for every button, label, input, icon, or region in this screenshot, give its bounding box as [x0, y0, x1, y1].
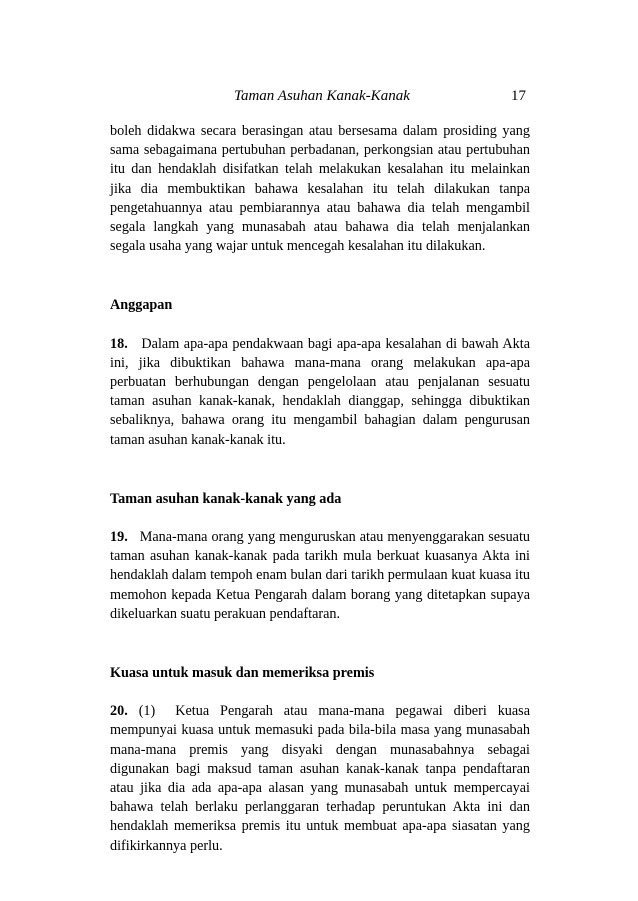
- spacer: [110, 256, 530, 296]
- spacer: [110, 509, 530, 528]
- spacer: [110, 316, 530, 335]
- section-heading-anggapan: Anggapan: [110, 297, 173, 314]
- section-19-paragraph: [110, 528, 530, 624]
- section-text: Dalam apa-apa pendakwaan bagi apa-apa kesalahan di bawah Akta ini, jika dibuktikan bahawa mana-mana orang melakukan apa-apa perbuatan berhubungan dengan pengelolaan atau penjalanan sesuatu taman asuhan kanak-kanak, hendaklah dianggap, sehingga dibuktikan sebaliknya, bahawa orang itu mengambil bahagian dalam pengurusan taman asuhan kanak-kanak itu.: [110, 335, 530, 448]
- section-heading-entry-inspection: Kuasa untuk masuk dan memeriksa premis: [110, 665, 375, 682]
- spacer: [110, 450, 530, 490]
- section-number: 20.: [110, 703, 128, 720]
- running-title: Taman Asuhan Kanak-Kanak: [234, 88, 410, 104]
- spacer: [110, 624, 530, 664]
- section-20-paragraph: [110, 702, 530, 856]
- section-18-paragraph: [110, 335, 530, 450]
- page-body: [110, 122, 530, 856]
- intro-paragraph: boleh didakwa secara berasingan atau bersesama dalam prosiding yang sama sebagaimana pertubuhan perbadanan, perkongsian atau pertubuhan itu dan hendaklah disifatkan telah melakukan kesalahan itu melainkan jika dia membuktikan bahawa kesalahan itu telah dilakukan tanpa pengetahuannya atau pembiarannya atau bahawa dia telah mengambil segala langkah yang munasabah atau bahawa dia telah menjalankan segala usaha yang wajar untuk mencegah kesalahan itu dilakukan.: [110, 123, 530, 255]
- section-text: Ketua Pengarah atau mana-mana pegawai diberi kuasa mempunyai kuasa untuk memasuki pada bila-bila masa yang munasabah mana-mana premis yang disyaki dengan munasabahnya sebagai digunakan bagi maksud taman asuhan kanak-kanak tanpa pendaftaran atau jika dia ada apa-apa alasan yang munasabah untuk mempercayai bahawa telah berlaku perlanggaran terhadap peruntukan Akta ini dan hendaklah memeriksa premis itu untuk membuat apa-apa siasatan yang difikirkannya perlu.: [110, 703, 530, 854]
- page-number: 17: [511, 88, 526, 104]
- section-number: 18.: [110, 335, 128, 352]
- spacer: [110, 683, 530, 702]
- section-heading-existing-nursery: Taman asuhan kanak-kanak yang ada: [110, 490, 342, 507]
- page-header: [110, 88, 530, 108]
- subsection-number: (1): [138, 703, 156, 720]
- section-text: Mana-mana orang yang menguruskan atau menyenggarakan sesuatu taman asuhan kanak-kanak pada tarikh mula berkuat kuasanya Akta ini hendaklah dalam tempoh enam bulan dari tarikh permulaan kuat kuasa itu memohon kepada Ketua Pengarah dalam borang yang ditetapkan supaya dikeluarkan suatu perakuan pendaftaran.: [110, 529, 530, 622]
- section-number: 19.: [110, 529, 128, 546]
